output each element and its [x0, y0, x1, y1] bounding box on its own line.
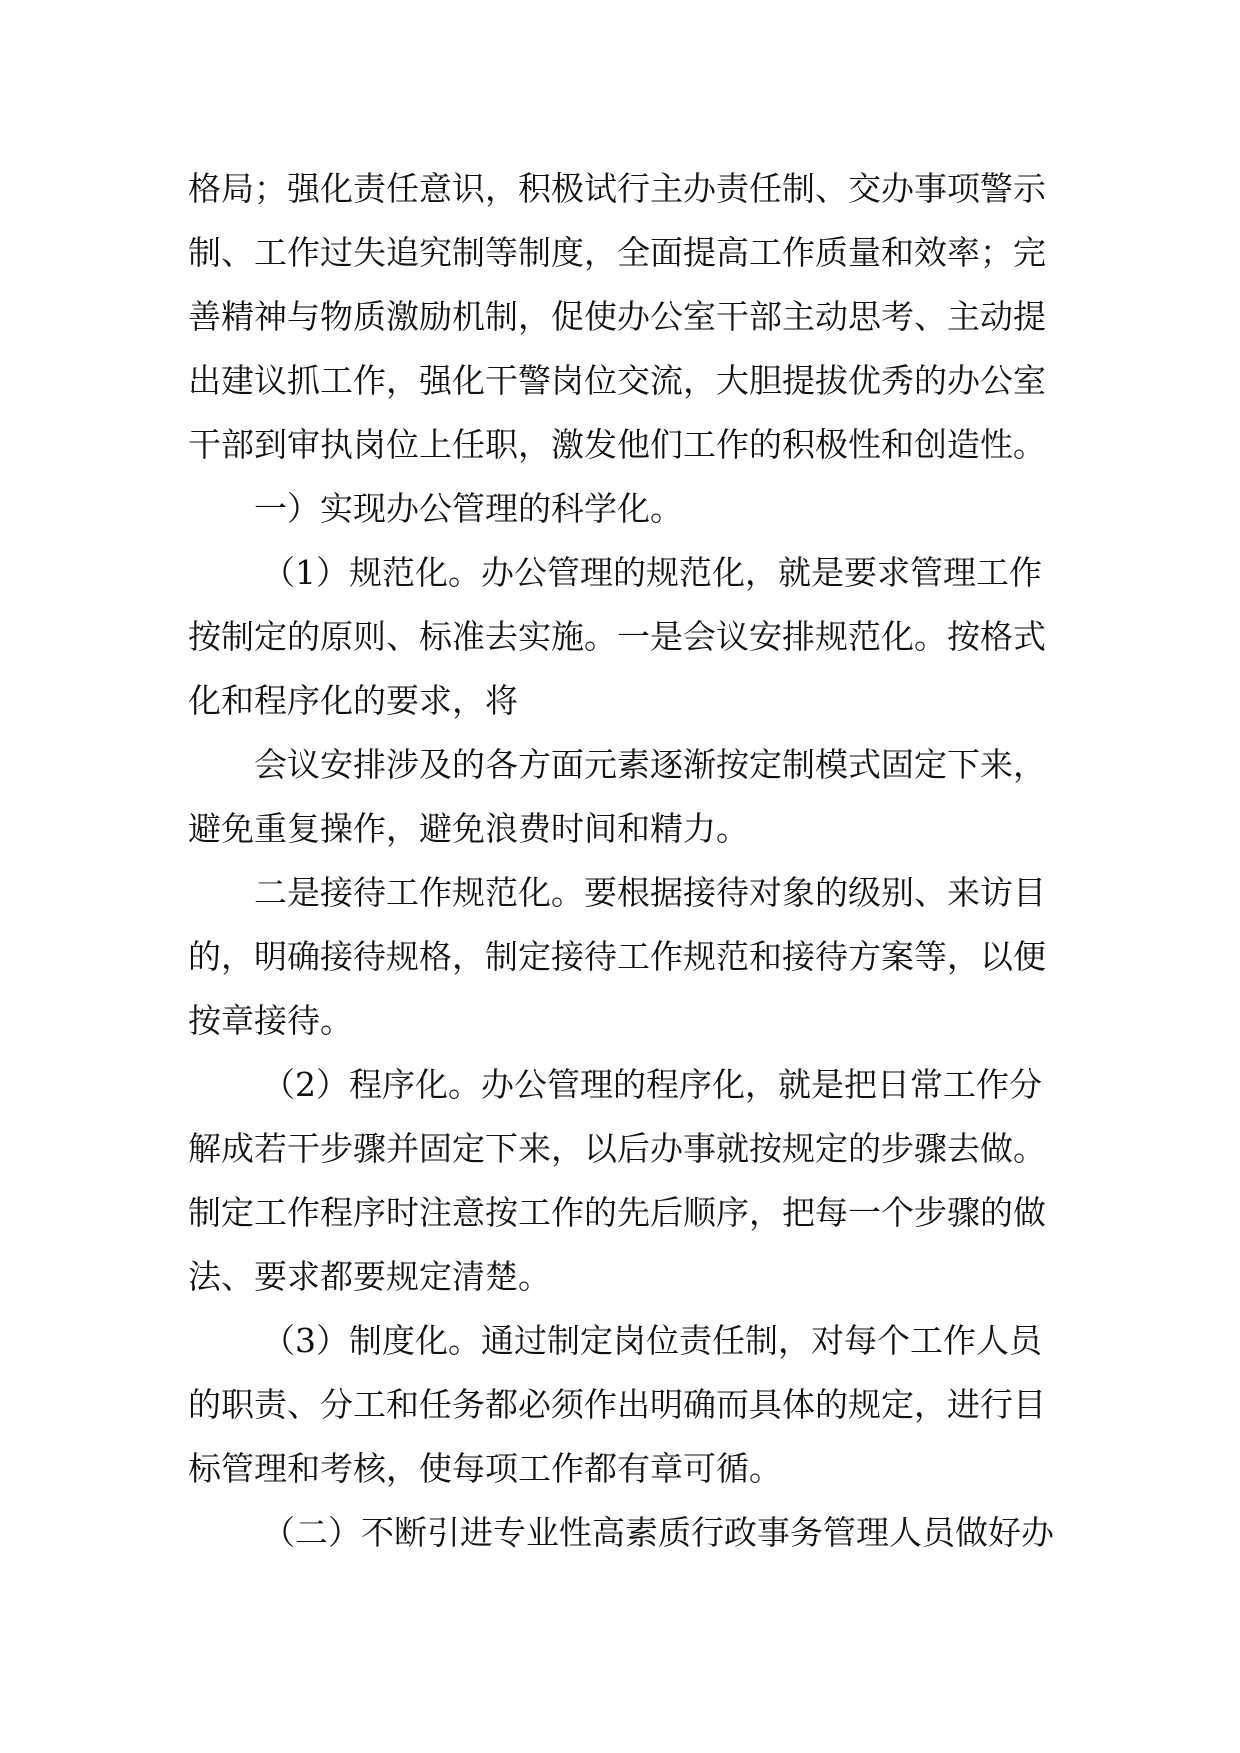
- text-line: 解成若干步骤并固定下来，以后办事就按规定的步骤去做。: [188, 1129, 1046, 1168]
- text-line: 按制定的原则、标准去实施。一是会议安排规范化。按格式: [188, 617, 1046, 656]
- text-line: 制定工作程序时注意按工作的先后顺序，把每一个步骤的做: [188, 1193, 1046, 1232]
- text-line: 二是接待工作规范化。要根据接待对象的级别、来访目: [254, 873, 1046, 912]
- text-line: 化和程序化的要求，将: [188, 681, 518, 720]
- text-line: 制、工作过失追究制等制度，全面提高工作质量和效率；完: [188, 233, 1046, 272]
- text-line: （3）制度化。通过制定岗位责任制，对每个工作人员: [262, 1321, 1042, 1360]
- section-heading: （二）不断引进专业性高素质行政事务管理人员做好办: [262, 1513, 1054, 1552]
- document-body: [188, 157, 1058, 1565]
- text-line: 干部到审执岗位上任职，激发他们工作的积极性和创造性。: [188, 425, 1046, 464]
- text-line: 善精神与物质激励机制，促使办公室干部主动思考、主动提: [188, 297, 1046, 336]
- text-line: 的职责、分工和任务都必须作出明确而具体的规定，进行目: [188, 1385, 1046, 1424]
- text-line: 按章接待。: [188, 1001, 353, 1040]
- text-line: 避免重复操作，避免浪费时间和精力。: [188, 809, 749, 848]
- text-line: 出建议抓工作，强化干警岗位交流，大胆提拔优秀的办公室: [188, 361, 1046, 400]
- section-heading: 一）实现办公管理的科学化。: [254, 489, 683, 528]
- text-line: 标管理和考核，使每项工作都有章可循。: [188, 1449, 782, 1488]
- text-line: （2）程序化。办公管理的程序化，就是把日常工作分: [262, 1065, 1042, 1104]
- text-line: 格局；强化责任意识，积极试行主办责任制、交办事项警示: [188, 169, 1046, 208]
- text-line: 会议安排涉及的各方面元素逐渐按定制模式固定下来，: [254, 745, 1046, 784]
- text-line: 法、要求都要规定清楚。: [188, 1257, 551, 1296]
- text-line: 的，明确接待规格，制定接待工作规范和接待方案等，以便: [188, 937, 1046, 976]
- text-line: （1）规范化。办公管理的规范化，就是要求管理工作: [262, 553, 1042, 592]
